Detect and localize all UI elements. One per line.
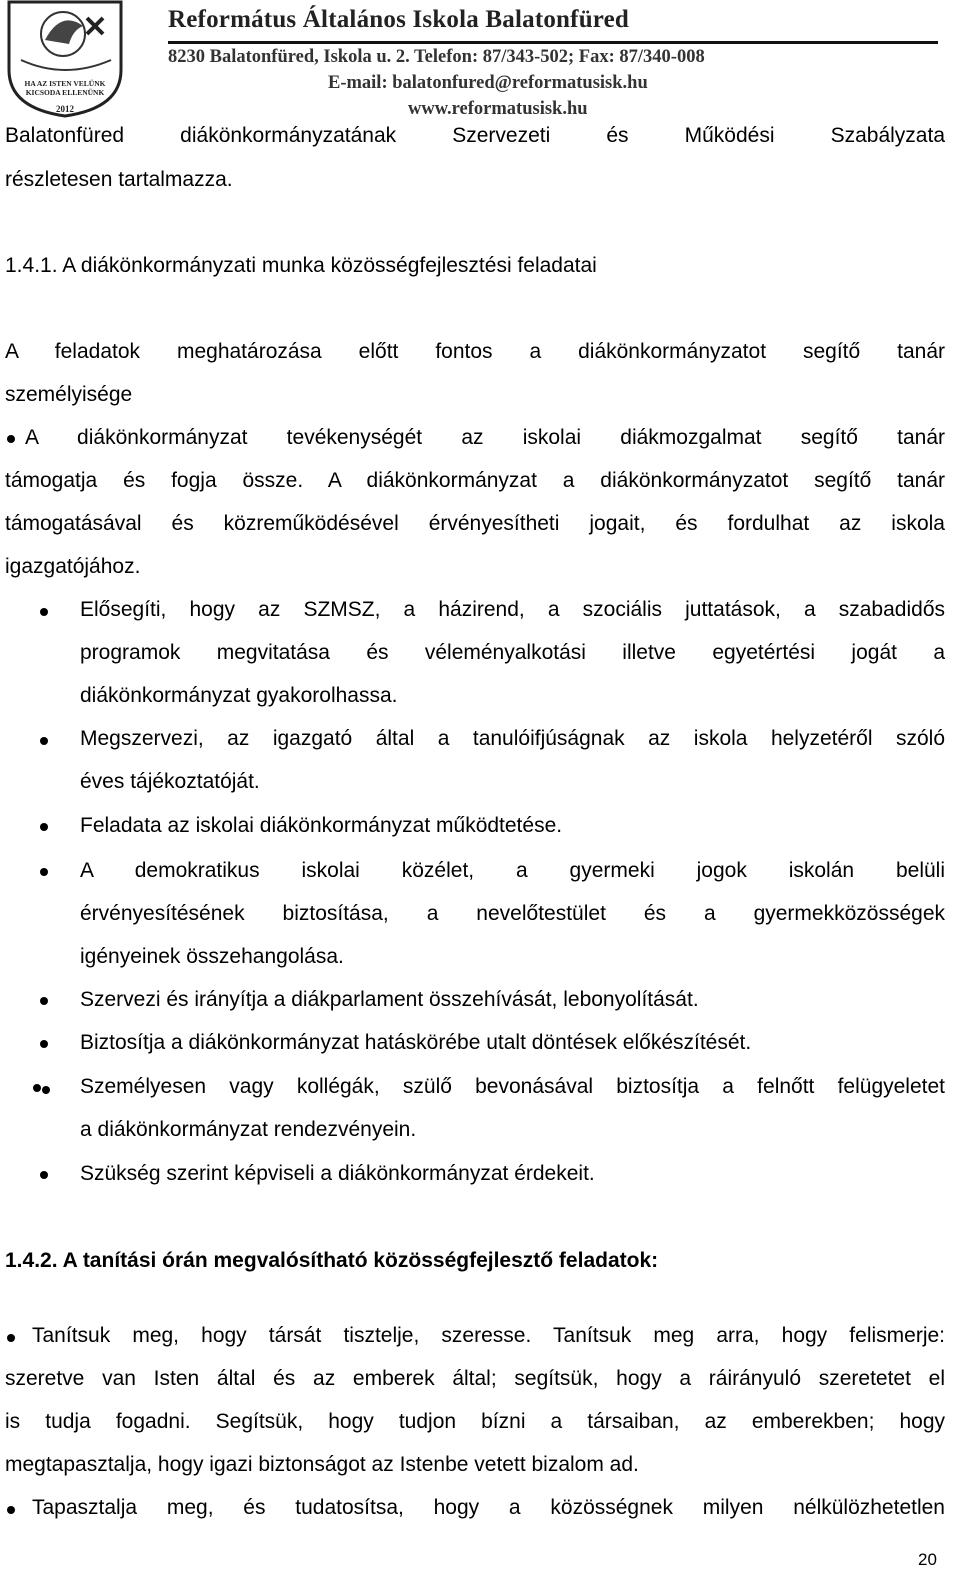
paragraph-line: Tapasztalja meg, és tudatosítsa, hogy a közösségnek milyen nélkülözhetetlen bbox=[32, 1496, 945, 1519]
paragraph-line: A diákönkormányzat tevékenységét az iskolai diákmozgalmat segítő tanár bbox=[25, 426, 945, 449]
bullet-icon bbox=[33, 1084, 41, 1092]
bullet-icon bbox=[42, 1086, 50, 1094]
paragraph-line: támogatásával és közreműködésével érvényesítheti jogait, és fordulhat az iskola bbox=[5, 512, 945, 535]
paragraph-line: szeretve van Isten által és az emberek által; segítsük, hogy a ráirányuló szeretetet el bbox=[5, 1367, 945, 1390]
email-line: E-mail: balatonfured@reformatusisk.hu bbox=[328, 73, 648, 93]
svg-text:2012: 2012 bbox=[56, 104, 74, 114]
bullet-icon bbox=[40, 868, 48, 876]
svg-text:KICSODA ELLENÜNK: KICSODA ELLENÜNK bbox=[25, 88, 105, 97]
list-item: Megszervezi, az igazgató által a tanulóifjúságnak az iskola helyzetéről szóló bbox=[80, 727, 945, 750]
list-item: Szükség szerint képviseli a diákönkormányzat érdekeit. bbox=[80, 1162, 595, 1185]
list-item: a diákönkormányzat rendezvényein. bbox=[80, 1118, 417, 1141]
bullet-icon bbox=[40, 823, 48, 831]
paragraph-line: igazgatójához. bbox=[5, 555, 141, 578]
paragraph-line: megtapasztalja, hogy igazi biztonságot az Istenbe vetett bizalom ad. bbox=[5, 1453, 639, 1476]
bullet-icon bbox=[7, 435, 15, 443]
list-item: diákönkormányzat gyakorolhassa. bbox=[80, 684, 398, 707]
address-line: 8230 Balatonfüred, Iskola u. 2. Telefon: 87/343-502; Fax: 87/340-008 bbox=[168, 47, 705, 67]
bullet-icon bbox=[40, 737, 48, 745]
intro-line: részletesen tartalmazza. bbox=[5, 168, 233, 191]
web-line: www.reformatusisk.hu bbox=[408, 99, 588, 119]
list-item: Biztosítja a diákönkormányzat hatáskörébe utalt döntések előkészítését. bbox=[80, 1031, 752, 1054]
page-number: 20 bbox=[918, 1550, 937, 1569]
list-item: Szervezi és irányítja a diákparlament összehívását, lebonyolítását. bbox=[80, 988, 699, 1011]
list-item: programok megvitatása és véleményalkotási illetve egyetértési jogát a bbox=[80, 641, 945, 664]
list-item: Elősegíti, hogy az SZMSZ, a házirend, a szociális juttatások, a szabadidős bbox=[80, 598, 945, 621]
bullet-icon bbox=[7, 1334, 15, 1342]
section-heading: 1.4.2. A tanítási órán megvalósítható közösségfejlesztő feladatok: bbox=[5, 1249, 659, 1272]
list-item: éves tájékoztatóját. bbox=[80, 770, 260, 793]
list-item: érvényesítésének biztosítása, a nevelőtestület és a gyermekközösségek bbox=[80, 902, 945, 925]
paragraph-line: is tudja fogadni. Segítsük, hogy tudjon bízni a társaiban, az emberekben; hogy bbox=[5, 1410, 945, 1433]
section-heading: 1.4.1. A diákönkormányzati munka közösségfejlesztési feladatai bbox=[5, 254, 597, 277]
bullet-icon bbox=[40, 1171, 48, 1179]
school-name: Református Általános Iskola Balatonfüred bbox=[168, 6, 630, 33]
paragraph-line: személyisége bbox=[5, 383, 133, 406]
bullet-icon bbox=[40, 997, 48, 1005]
list-item: A demokratikus iskolai közélet, a gyermeki jogok iskolán belüli bbox=[80, 859, 945, 882]
paragraph-line: A feladatok meghatározása előtt fontos a diákönkormányzatot segítő tanár bbox=[5, 340, 945, 363]
bullet-icon bbox=[40, 608, 48, 616]
svg-text:HA AZ ISTEN VELÜNK: HA AZ ISTEN VELÜNK bbox=[24, 79, 106, 88]
paragraph-line: támogatja és fogja össze. A diákönkormányzat a diákönkormányzatot segítő tanár bbox=[5, 469, 945, 492]
list-item: igényeinek összehangolása. bbox=[80, 945, 344, 968]
intro-line: Balatonfüred diákönkormányzatának Szervezeti és Működési Szabályzata bbox=[5, 124, 945, 147]
list-item: Személyesen vagy kollégák, szülő bevonásával biztosítja a felnőtt felügyeletet bbox=[80, 1075, 945, 1098]
bullet-icon bbox=[7, 1506, 15, 1514]
paragraph-line: Tanítsuk meg, hogy társát tisztelje, szeresse. Tanítsuk meg arra, hogy felismerje: bbox=[32, 1324, 945, 1347]
bullet-icon bbox=[40, 1040, 48, 1048]
list-item: Feladata az iskolai diákönkormányzat működtetése. bbox=[80, 814, 563, 837]
